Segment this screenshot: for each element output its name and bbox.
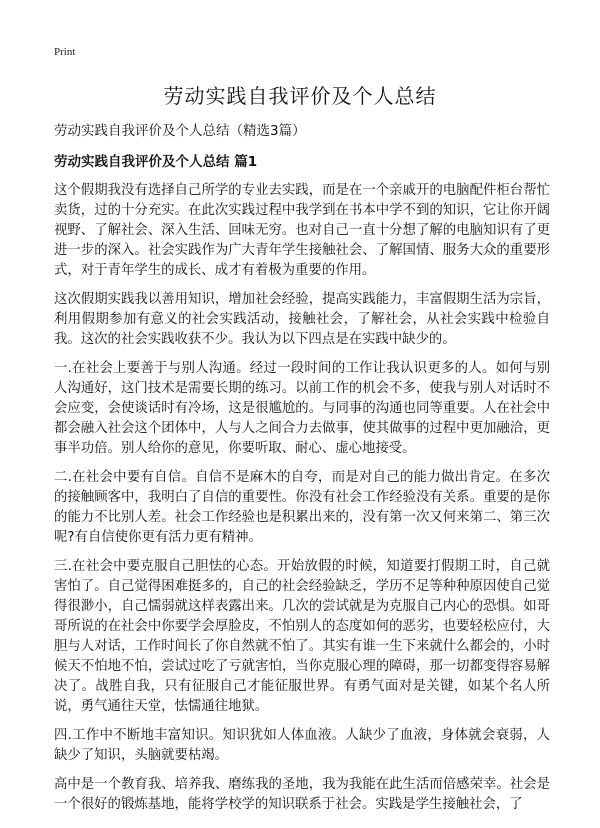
paragraph: 高中是一个教育我、培养我、磨练我的圣地，我为我能在此生活而倍感荣幸。社会是一个很好的锻炼基地，能将学校学的知识联系于社会。实践是学生接触社会，了 [54,777,550,812]
paragraph: 这个假期我没有选择自己所学的专业去实践，而是在一个亲戚开的电脑配件柜台帮忙卖货，过的十分充实。在此次实践过程中我学到在书本中学不到的知识，它让你开阔视野、了解社会、深入生活、回味无穷。也对自己一直十分想了解的电脑知识有了更进一步的深入。社会实践作为广大青年学生接触社会、了解国情、服务大众的重要形式，对于青年学生的成长、成才有着极为重要的作用。 [54,183,550,278]
paragraph: 三.在社会中要克服自己胆怯的心态。开始放假的时候，知道要打假期工时，自己就害怕了。自己觉得困难挺多的，自己的社会经验缺乏，学历不足等种种原因使自己觉得很渺小，自己懦弱就这样表露出来。几次的尝试就是为克服自己内心的恐惧。如哥哥所说的在社会中你要学会厚脸皮，不怕别人的态度如何的恶劣，也要轻松应付，大胆与人对话，工作时间长了你自然就不怕了。其实有谁一生下来就什么都会的，小时候天不怕地不怕，尝试过吃了亏就害怕，当你克服心理的障碍，那一切都变得容易解决了。战胜自我，只有征服自己才能征服世界。有勇气面对是关键，如某个名人所说，勇气通往天堂，怯懦通往地狱。 [54,559,550,714]
document-body [54,181,550,824]
paragraph: 这次假期实践我以善用知识，增加社会经验，提高实践能力，丰富假期生活为宗旨，利用假期参加有意义的社会实践活动，接触社会，了解社会，从社会实践中检验自我。这次的社会实践收获不少。我认为以下四点是在实践中缺少的。 [54,292,550,347]
page-title: 劳动实践自我评价及个人总结 [163,84,437,108]
paragraph: 四.工作中不断地丰富知识。知识犹如人体血液。人缺少了血液，身体就会衰弱，人缺少了知识，头脑就要枯竭。 [54,728,550,763]
paragraph: 一.在社会上要善于与别人沟通。经过一段时间的工作让我认识更多的人。如何与别人沟通好，这门技术是需要长期的练习。以前工作的机会不多，使我与别人对话时不会应变，会使谈话时有冷场，这是很尴尬的。与同事的沟通也同等重要。人在社会中都会融入社会这个团体中，人与人之间合力去做事，使其做事的过程中更加融洽，更事半功倍。别人给你的意见，你要听取、耐心、虚心地接受。 [54,361,550,456]
paragraph: 二.在社会中要有自信。自信不是麻木的自夸，而是对自己的能力做出肯定。在多次的接触顾客中，我明白了自信的重要性。你没有社会工作经验没有关系。重要的是你的能力不比别人差。社会工作经验也是积累出来的，没有第一次又何来第二、第三次呢?有自信使你更有活力更有精神。 [54,470,550,545]
document-subtitle: 劳动实践自我评价及个人总结（精选3篇） [54,123,306,139]
section-heading: 劳动实践自我评价及个人总结 篇1 [54,154,258,170]
print-link[interactable]: Print [54,46,76,58]
